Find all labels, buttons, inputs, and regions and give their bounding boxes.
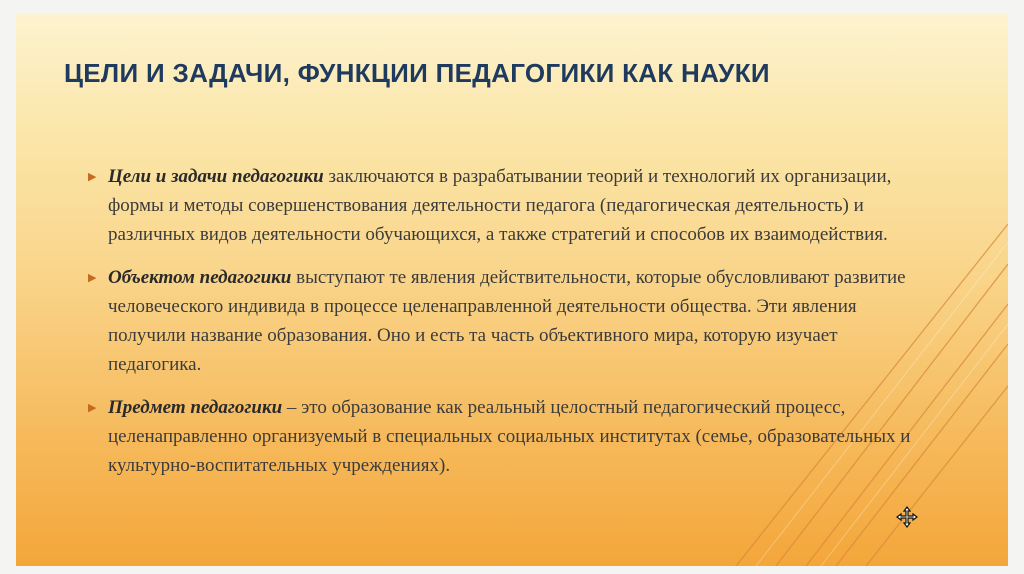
item-term: Предмет педагогики xyxy=(108,397,283,418)
list-item xyxy=(88,393,928,480)
triangle-right-icon: ▶ xyxy=(88,170,97,183)
bullet-list xyxy=(88,162,928,494)
list-item xyxy=(88,162,928,249)
item-text: – это образование как реальный целостный педагогический процесс, целенаправленно организуемый в специальных социальных институтах (семье, образовательных и культурно-воспитательных учреждениях). xyxy=(108,397,911,476)
list-item xyxy=(88,263,928,379)
item-term: Цели и задачи педагогики xyxy=(108,166,324,187)
item-text: выступают те явления действительности, которые обусловливают развитие человеческого индивида в процессе целенаправленной деятельности общества. Эти явления получили название образования. Оно и есть та часть объективного мира, которую изучает педагогика. xyxy=(108,267,906,375)
triangle-right-icon: ▶ xyxy=(88,271,97,284)
presentation-slide xyxy=(16,14,1008,566)
triangle-right-icon: ▶ xyxy=(88,401,97,414)
slide-title: ЦЕЛИ И ЗАДАЧИ, ФУНКЦИИ ПЕДАГОГИКИ КАК НАУКИ xyxy=(64,58,770,88)
move-cursor-icon xyxy=(896,506,918,532)
item-text: заключаются в разрабатывании теорий и технологий их организации, формы и методы совершенствования деятельности педагога (педагогическая деятельность) и различных видов деятельности обучающихся, а также стратегий и способов их взаимодействия. xyxy=(108,166,892,245)
item-term: Объектом педагогики xyxy=(108,267,292,288)
